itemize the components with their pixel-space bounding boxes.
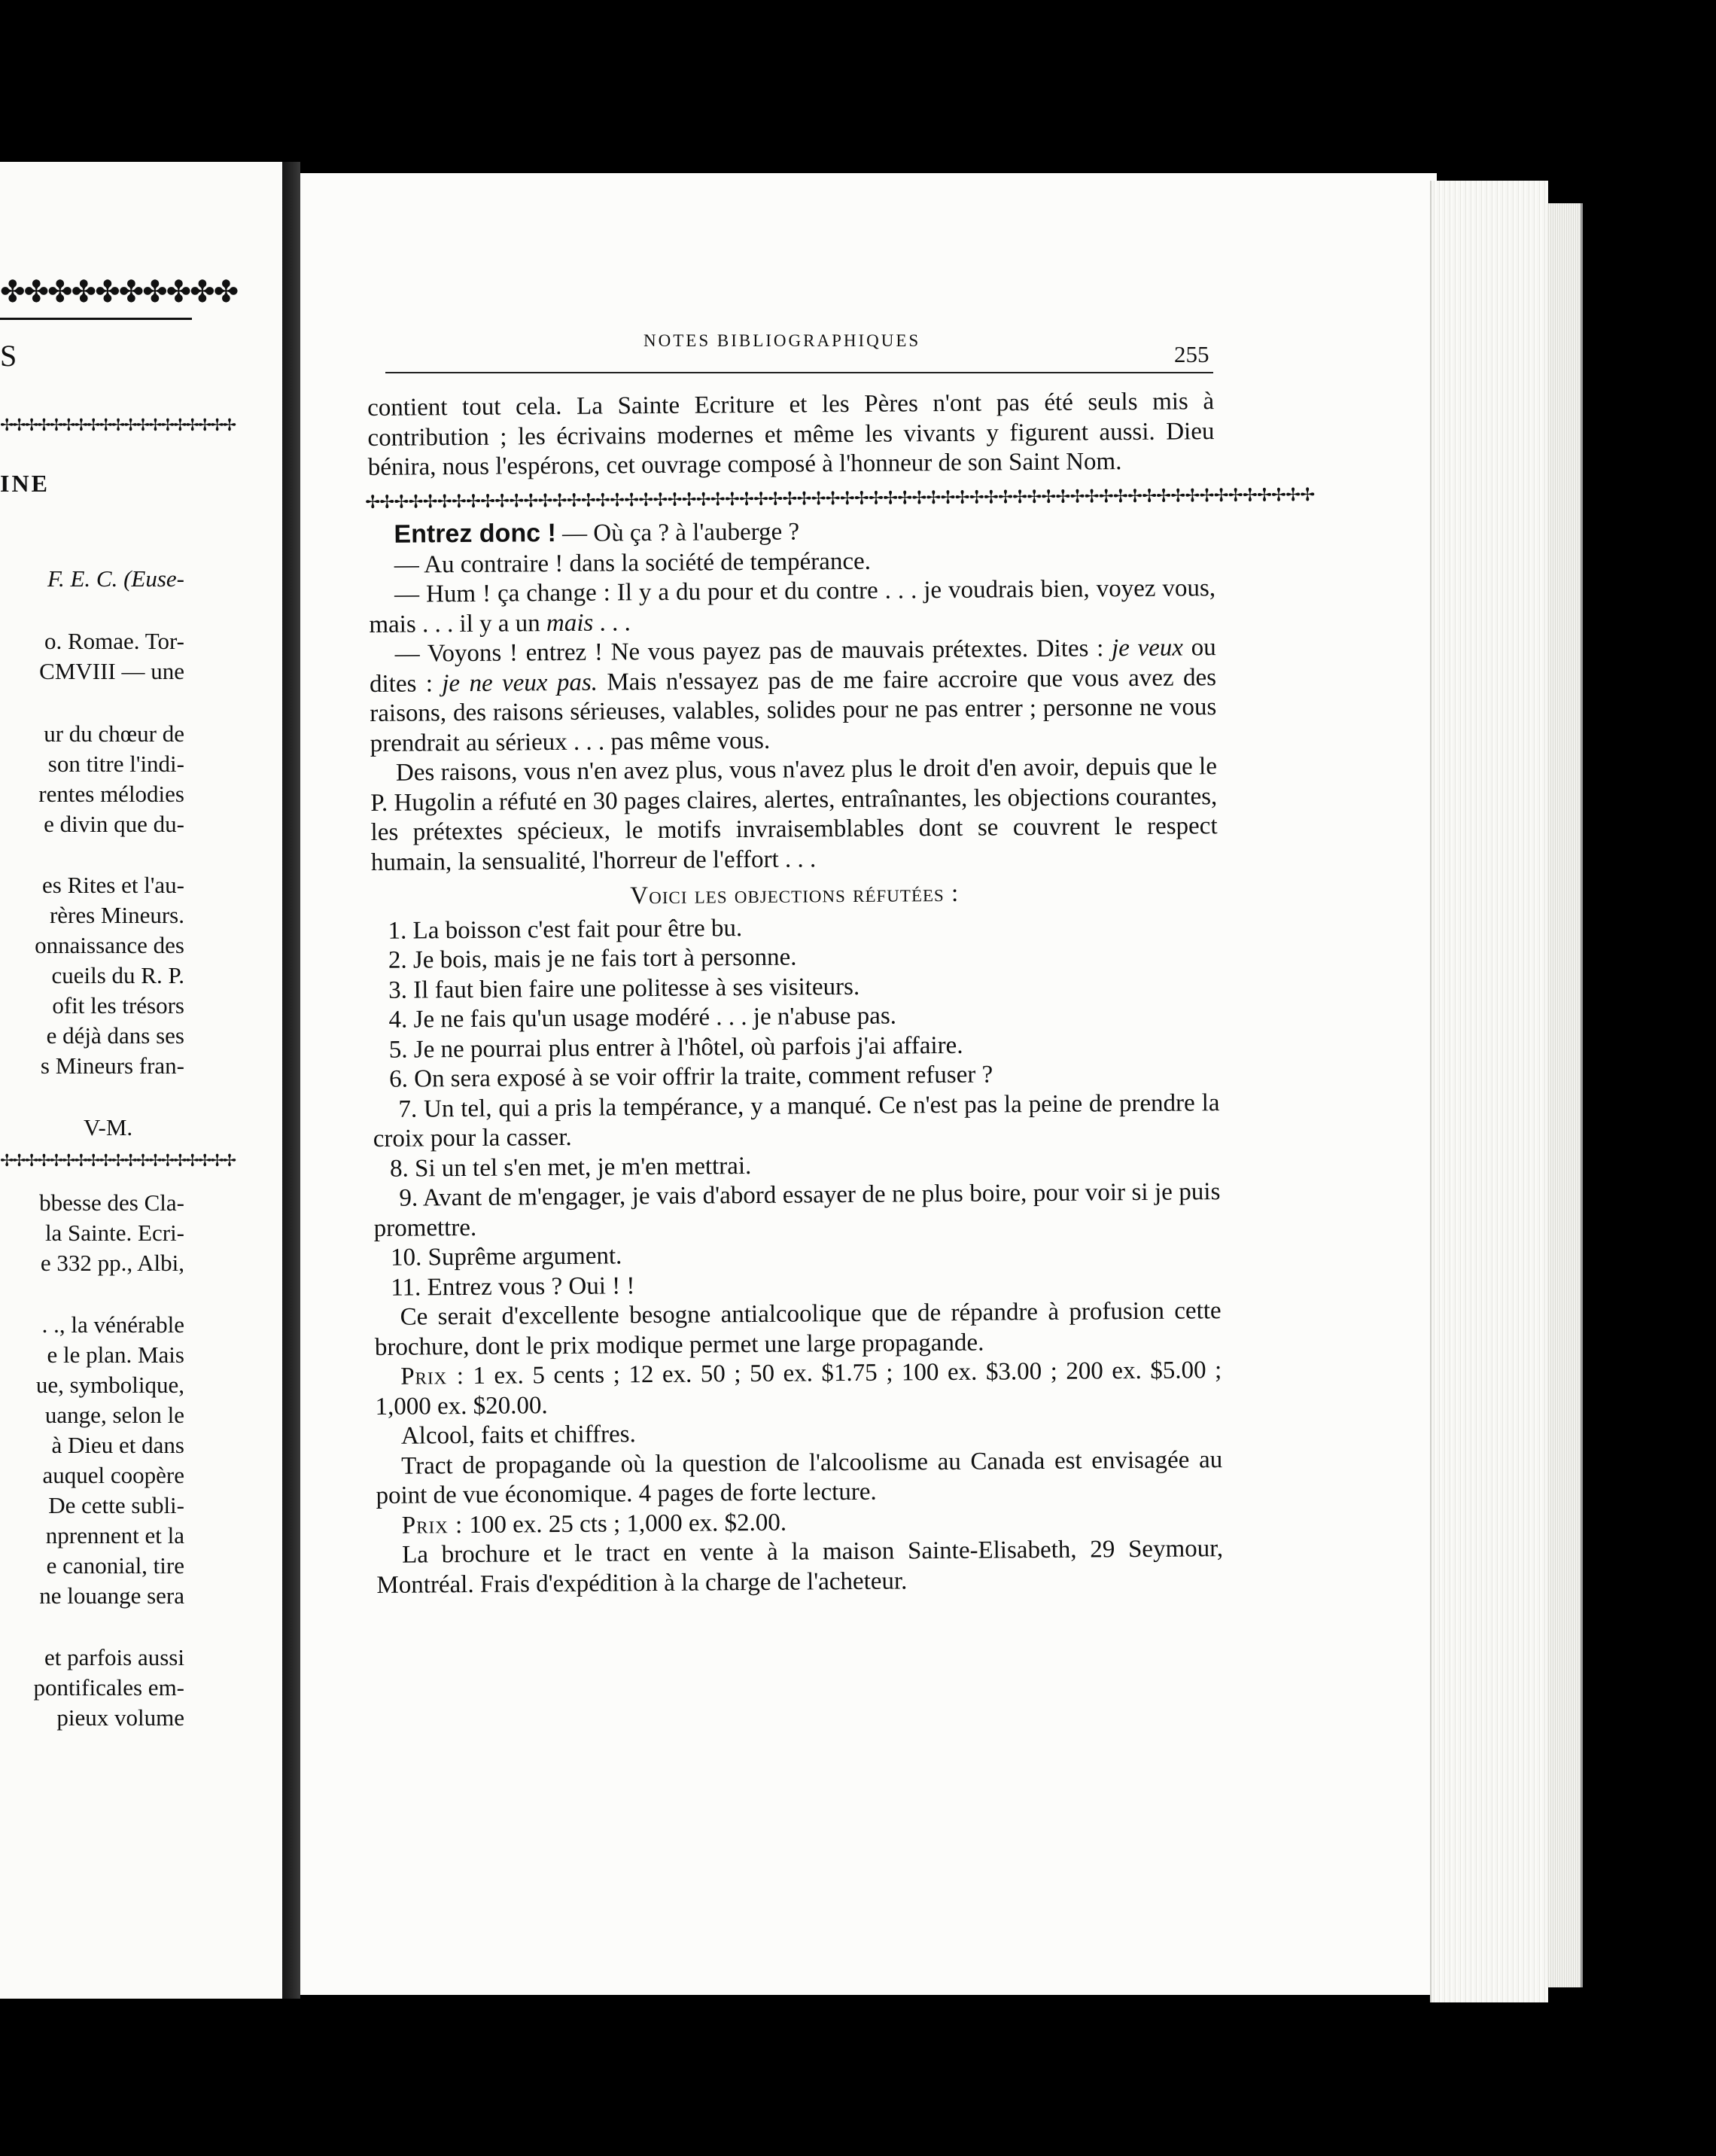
left-line: pieux volume — [56, 1704, 184, 1731]
left-line: e 332 pp., Albi, — [40, 1250, 184, 1276]
italic-text: mais — [546, 609, 594, 637]
objection-item: 5. Je ne pourrai plus entrer à l'hôtel, où parfois j'ai affaire. — [388, 1031, 963, 1064]
objection-item: 8. Si un tel s'en met, je m'en mettrai. — [389, 1152, 752, 1183]
objections-heading: Voici les objections réfutées : — [630, 879, 960, 910]
paragraph: Des raisons, vous n'en avez plus, vous n'avez plus le droit d'en avoir, depuis que le P. Hugolin a réfuté en 30 pages claires, alertes, entraînantes, les objections courantes, les prétextes spécieux, le motifs invraisemblables dont se couvrent le respect humain, la sensualité, l'horreur de l'effort . . . — [370, 753, 1218, 876]
left-ornament-band: ✤✤✤✤✤✤✤✤✤✤ — [0, 275, 238, 309]
left-line: son titre l'indi- — [47, 751, 184, 777]
header-rule — [385, 372, 1213, 373]
price-list — [375, 1356, 1222, 1422]
left-line: INE — [0, 470, 50, 497]
left-line: e déjà dans ses — [46, 1022, 184, 1049]
price-values: 100 ex. 25 cts ; 1,000 ex. $2.00. — [463, 1509, 787, 1539]
text-run: — Voyons ! entrez ! Ne vous payez pas de mauvais prétextes. Dites : — [394, 635, 1112, 668]
paragraph: Ce serait d'excellente besogne antialcoolique que de répandre à profusion cette brochure, dont le prix modique permet une large propagande. — [374, 1297, 1222, 1361]
left-line: uange, selon le — [44, 1402, 184, 1428]
left-line: e le plan. Mais — [47, 1341, 184, 1368]
left-line: e divin que du- — [44, 811, 184, 837]
objection-item: 2. Je bois, mais je ne fais tort à personne. — [388, 943, 797, 974]
page-body — [365, 387, 1315, 1600]
paragraph: La brochure et le tract en vente à la maison Sainte-Elisabeth, 29 Seymour, Montréal. Frais d'expédition à la charge de l'acheteur. — [376, 1535, 1224, 1599]
tract-title: Alcool, faits et chiffres. — [400, 1421, 636, 1450]
left-line: cueils du R. P. — [51, 962, 184, 988]
page-number: 255 — [1174, 341, 1209, 367]
left-line: F. E. C. (Euse- — [47, 565, 184, 592]
objection-item: 7. Un tel, qui a pris la tempérance, y a manqué. Ce n'est pas la peine de prendre la croix pour la casser. — [373, 1089, 1220, 1153]
book-gutter — [282, 162, 300, 1999]
left-line: ofit les trésors — [52, 992, 184, 1019]
price-label: Prix : — [400, 1363, 465, 1390]
left-ornament-rule — [0, 318, 192, 320]
dialogue-paragraph — [369, 574, 1216, 640]
running-head: NOTES BIBLIOGRAPHIQUES — [644, 331, 921, 350]
text-run: ou dites : — [369, 634, 1216, 698]
page-block-edge — [1430, 181, 1548, 2002]
left-line: ne louange sera — [39, 1582, 184, 1609]
left-line: rères Mineurs. — [49, 902, 184, 928]
left-line: CMVIII — une — [39, 658, 184, 684]
dialogue-line: — Où ça ? à l'auberge ? — [555, 518, 800, 548]
left-line: S — [0, 339, 17, 373]
italic-text: je ne veux pas. — [442, 668, 598, 697]
price-label: Prix : — [401, 1511, 464, 1539]
left-line: bbesse des Cla- — [39, 1189, 184, 1216]
objection-item: 10. Suprême argument. — [390, 1242, 622, 1271]
section-title: Entrez donc ! — [394, 519, 556, 549]
dialogue-line: — Au contraire ! dans la société de tempérance. — [394, 547, 872, 579]
dialogue-paragraph — [370, 633, 1217, 759]
objection-item: 4. Je ne fais qu'un usage modéré . . . je n'abuse pas. — [388, 1002, 897, 1034]
left-line: es Rites et l'au- — [42, 872, 184, 898]
left-line: De cette subli- — [48, 1492, 184, 1518]
paragraph-continuation: contient tout cela. La Sainte Ecriture et les Pères n'ont pas été seuls mis à contribution ; les écrivains modernes et même les vivants y figurent aussi. Dieu bénira, nous l'espérons, cet ouvrage composé à l'honneur de son Saint Nom. — [367, 388, 1215, 481]
left-ornament-small: ✢✢✢✢✢✢✢✢✢✢✢✢✢✢✢✢✢✢✢ — [0, 1152, 236, 1171]
left-line: ur du chœur de — [44, 720, 184, 747]
left-line: à Dieu et dans — [51, 1432, 184, 1458]
text-run: Mais n'essayez pas de me faire accroire que vous avez des raisons, des raisons sérieuses, valables, solides pour ne pas entrer ; personne ne vous prendrait au sérieux . . . pas même vous. — [370, 663, 1217, 757]
ornament-separator: ✢✢✢✢✢✢✢✢✢✢✢✢✢✢✢✢✢✢✢✢✢✢✢✢✢✢✢✢✢✢✢✢✢✢✢✢✢✢✢✢✢✢✢✢✢✢✢✢✢✢✢✢✢✢✢✢✢✢✢✢✢✢✢✢✢✢ — [365, 483, 1315, 513]
left-line: auquel coopère — [42, 1462, 184, 1488]
text-run: . . . — [593, 608, 631, 637]
objection-item: 9. Avant de m'engager, je vais d'abord essayer de ne plus boire, pour voir si je puis promettre. — [373, 1178, 1221, 1242]
objection-item: 1. La boisson c'est fait pour être bu. — [388, 914, 743, 945]
left-line: . ., la vénérable — [41, 1311, 184, 1338]
left-line: V-M. — [84, 1114, 133, 1140]
left-page — [0, 162, 282, 1999]
objection-item: 11. Entrez vous ? Oui ! ! — [391, 1271, 635, 1302]
left-line: ue, symbolique, — [35, 1372, 184, 1398]
objection-item: 3. Il faut bien faire une politesse à ses visiteurs. — [388, 973, 860, 1004]
text-run: — Hum ! ça change : Il y a du pour et du contre . . . je voudrais bien, voyez vous, mais . . . il y a un — [369, 574, 1216, 638]
left-ornament-small: ✢✢✢✢✢✢✢✢✢✢✢✢✢✢✢✢✢✢✢ — [0, 416, 236, 435]
paragraph: Tract de propagande où la question de l'alcoolisme au Canada est envisagée au point de vue économique. 4 pages de forte lecture. — [376, 1445, 1223, 1509]
left-line: e canonial, tire — [46, 1552, 184, 1579]
price-values: 1 ex. 5 cents ; 12 ex. 50 ; 50 ex. $1.75 ; 100 ex. $3.00 ; 200 ex. $5.00 ; 1,000 ex. $20.00. — [375, 1357, 1222, 1421]
left-line: et parfois aussi — [44, 1644, 184, 1670]
left-line: rentes mélodies — [38, 781, 184, 807]
left-line: nprennent et la — [45, 1522, 184, 1548]
objection-item: 6. On sera exposé à se voir offrir la traite, comment refuser ? — [389, 1061, 993, 1093]
page-block-edge-inner — [1547, 203, 1583, 1987]
italic-text: je veux — [1111, 634, 1184, 662]
left-line: o. Romae. Tor- — [44, 628, 184, 654]
left-line: la Sainte. Ecri- — [44, 1220, 184, 1246]
left-line: pontificales em- — [33, 1674, 184, 1701]
left-line: s Mineurs fran- — [40, 1052, 184, 1079]
left-line: onnaissance des — [35, 932, 184, 958]
